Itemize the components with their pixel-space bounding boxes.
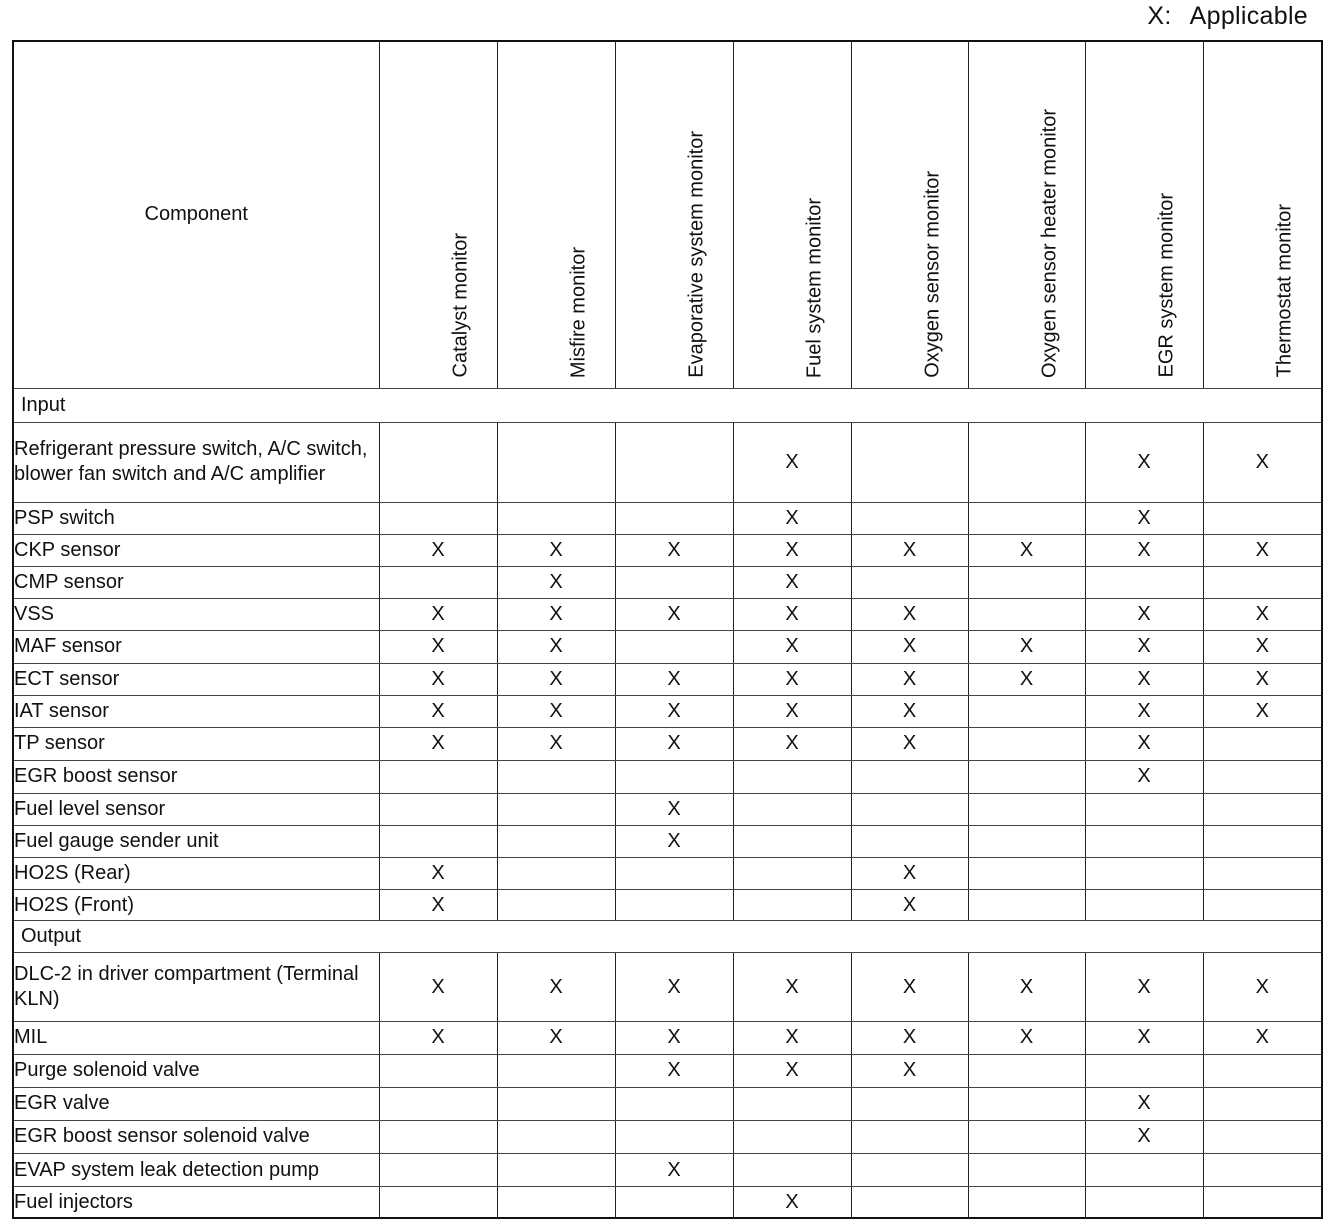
applicable-mark	[615, 1120, 733, 1153]
applicable-mark: X	[968, 1021, 1085, 1054]
applicable-mark: X	[615, 793, 733, 825]
applicable-mark	[851, 503, 968, 535]
applicable-mark: X	[497, 567, 615, 599]
applicable-mark	[497, 858, 615, 890]
applicable-mark	[1085, 1154, 1203, 1187]
applicable-mark	[497, 1187, 615, 1218]
monitor-header	[968, 41, 1085, 388]
monitor-header	[733, 41, 851, 388]
applicable-mark: X	[379, 1021, 497, 1054]
applicable-mark: X	[851, 599, 968, 631]
table-row	[13, 503, 1322, 535]
applicable-mark	[497, 1154, 615, 1187]
applicable-mark: X	[968, 631, 1085, 663]
applicable-mark	[733, 1120, 851, 1153]
component-name: Fuel injectors	[13, 1187, 379, 1218]
applicable-mark: X	[497, 695, 615, 727]
applicable-mark: X	[615, 535, 733, 567]
monitor-header-label: Thermostat monitor	[1273, 204, 1296, 378]
applicable-mark	[968, 1120, 1085, 1153]
component-name: EGR boost sensor solenoid valve	[13, 1120, 379, 1153]
applicable-mark: X	[733, 727, 851, 760]
section-title: Input	[13, 388, 1322, 422]
legend-symbol: X:	[1147, 2, 1172, 30]
applicable-mark	[1203, 567, 1322, 599]
table-row	[13, 1120, 1322, 1153]
component-name: MAF sensor	[13, 631, 379, 663]
applicable-mark: X	[733, 535, 851, 567]
component-name: EGR valve	[13, 1087, 379, 1120]
applicable-mark	[497, 1054, 615, 1087]
monitor-header	[497, 41, 615, 388]
applicable-mark	[379, 1187, 497, 1218]
applicable-mark: X	[1203, 953, 1322, 1021]
applicable-mark: X	[1085, 503, 1203, 535]
applicable-mark	[733, 890, 851, 921]
component-name: CKP sensor	[13, 535, 379, 567]
applicable-mark	[379, 422, 497, 502]
applicable-mark: X	[851, 1021, 968, 1054]
applicable-mark: X	[379, 599, 497, 631]
applicable-mark	[615, 422, 733, 502]
applicable-mark: X	[968, 953, 1085, 1021]
applicable-mark	[379, 503, 497, 535]
applicable-mark: X	[1085, 631, 1203, 663]
applicable-mark: X	[379, 663, 497, 695]
monitor-header-label: Evaporative system monitor	[685, 130, 708, 378]
applicable-mark	[851, 793, 968, 825]
component-name: HO2S (Front)	[13, 890, 379, 921]
applicable-mark: X	[1203, 663, 1322, 695]
monitor-header	[379, 41, 497, 388]
applicable-mark	[615, 503, 733, 535]
applicable-mark	[497, 503, 615, 535]
applicable-mark: X	[1085, 760, 1203, 793]
applicable-mark: X	[1085, 422, 1203, 502]
applicable-mark: X	[1203, 631, 1322, 663]
applicable-mark: X	[1085, 535, 1203, 567]
applicable-mark	[615, 631, 733, 663]
applicable-mark: X	[615, 1021, 733, 1054]
applicable-mark	[379, 1154, 497, 1187]
applicable-mark	[497, 1087, 615, 1120]
applicable-mark	[1203, 760, 1322, 793]
applicable-mark: X	[968, 535, 1085, 567]
applicable-mark	[379, 567, 497, 599]
component-name: VSS	[13, 599, 379, 631]
component-name: ECT sensor	[13, 663, 379, 695]
table-row	[13, 599, 1322, 631]
applicable-mark: X	[379, 631, 497, 663]
applicable-mark: X	[733, 663, 851, 695]
applicable-mark: X	[733, 567, 851, 599]
applicable-mark: X	[1085, 695, 1203, 727]
applicable-mark: X	[1085, 953, 1203, 1021]
component-name: Refrigerant pressure switch, A/C switch, blower fan switch and A/C amplifier	[13, 422, 379, 502]
table-row	[13, 695, 1322, 727]
table-row	[13, 567, 1322, 599]
applicable-mark: X	[851, 953, 968, 1021]
applicable-mark	[1085, 826, 1203, 858]
applicable-mark	[968, 1187, 1085, 1218]
applicable-mark	[968, 1087, 1085, 1120]
applicable-mark: X	[851, 631, 968, 663]
table-row	[13, 793, 1322, 825]
applicable-mark	[1203, 727, 1322, 760]
section-title: Output	[13, 921, 1322, 953]
applicable-mark: X	[379, 535, 497, 567]
applicable-mark: X	[1203, 695, 1322, 727]
applicable-mark: X	[1085, 599, 1203, 631]
applicable-mark: X	[615, 826, 733, 858]
applicable-mark	[733, 793, 851, 825]
applicable-mark: X	[497, 599, 615, 631]
component-header: Component	[13, 41, 379, 388]
applicable-mark: X	[733, 631, 851, 663]
applicable-mark: X	[851, 727, 968, 760]
component-name: HO2S (Rear)	[13, 858, 379, 890]
applicable-mark	[379, 1054, 497, 1087]
applicable-mark	[968, 826, 1085, 858]
applicable-mark	[968, 695, 1085, 727]
applicable-mark	[1203, 1120, 1322, 1153]
component-name: Fuel level sensor	[13, 793, 379, 825]
table-row	[13, 631, 1322, 663]
applicable-mark: X	[733, 953, 851, 1021]
section-row-input	[13, 388, 1322, 422]
table-row	[13, 663, 1322, 695]
component-name: EGR boost sensor	[13, 760, 379, 793]
monitor-header	[1085, 41, 1203, 388]
applicable-mark: X	[1085, 727, 1203, 760]
applicable-mark: X	[1203, 422, 1322, 502]
applicable-mark	[497, 1120, 615, 1153]
applicable-mark	[968, 793, 1085, 825]
table-row	[13, 760, 1322, 793]
applicable-mark: X	[615, 695, 733, 727]
applicable-mark: X	[615, 1154, 733, 1187]
applicable-mark	[851, 422, 968, 502]
applicable-mark	[615, 760, 733, 793]
applicable-mark: X	[497, 631, 615, 663]
applicable-mark	[733, 858, 851, 890]
table-row	[13, 826, 1322, 858]
applicable-mark: X	[379, 890, 497, 921]
monitor-header-label: Oxygen sensor heater monitor	[1038, 108, 1060, 378]
applicable-mark: X	[851, 890, 968, 921]
applicable-mark	[1203, 826, 1322, 858]
applicable-mark	[615, 1087, 733, 1120]
applicable-mark: X	[615, 599, 733, 631]
applicable-mark	[851, 826, 968, 858]
applicable-mark	[968, 890, 1085, 921]
applicable-mark: X	[497, 535, 615, 567]
legend	[1147, 2, 1308, 31]
applicable-mark: X	[615, 727, 733, 760]
table-row	[13, 1187, 1322, 1218]
applicable-mark	[1203, 1154, 1322, 1187]
monitor-header	[851, 41, 968, 388]
applicable-mark	[1203, 1054, 1322, 1087]
applicable-mark	[379, 760, 497, 793]
applicable-mark: X	[497, 1021, 615, 1054]
applicable-mark: X	[497, 953, 615, 1021]
applicable-mark	[851, 1187, 968, 1218]
applicable-mark	[1085, 793, 1203, 825]
applicable-mark	[733, 1087, 851, 1120]
monitor-header	[1203, 41, 1322, 388]
table-row	[13, 858, 1322, 890]
component-name: MIL	[13, 1021, 379, 1054]
applicable-mark	[968, 503, 1085, 535]
component-name: IAT sensor	[13, 695, 379, 727]
applicable-mark: X	[379, 695, 497, 727]
applicable-mark: X	[1085, 1021, 1203, 1054]
applicable-mark: X	[1085, 663, 1203, 695]
header-row	[13, 41, 1322, 388]
applicable-mark: X	[1203, 535, 1322, 567]
applicable-mark: X	[1203, 1021, 1322, 1054]
component-name: PSP switch	[13, 503, 379, 535]
applicable-mark	[1203, 890, 1322, 921]
applicable-mark	[851, 1087, 968, 1120]
applicable-mark	[379, 1120, 497, 1153]
table-row	[13, 1087, 1322, 1120]
table-row	[13, 953, 1322, 1021]
applicable-mark	[1203, 858, 1322, 890]
table-row	[13, 535, 1322, 567]
applicable-mark	[615, 567, 733, 599]
applicable-mark	[497, 890, 615, 921]
applicable-mark: X	[1203, 599, 1322, 631]
component-name: CMP sensor	[13, 567, 379, 599]
applicable-mark: X	[615, 663, 733, 695]
applicable-mark	[615, 858, 733, 890]
applicable-mark	[1085, 890, 1203, 921]
applicable-mark	[851, 1120, 968, 1153]
section-row-output	[13, 921, 1322, 953]
component-name: TP sensor	[13, 727, 379, 760]
applicable-mark: X	[497, 727, 615, 760]
applicable-mark: X	[851, 535, 968, 567]
monitor-header-label: Catalyst monitor	[449, 233, 472, 378]
applicable-mark: X	[968, 663, 1085, 695]
applicable-mark	[851, 760, 968, 793]
applicable-mark: X	[733, 503, 851, 535]
monitor-header-label: Oxygen sensor monitor	[921, 170, 943, 378]
table-row	[13, 1154, 1322, 1187]
applicable-mark: X	[733, 1021, 851, 1054]
applicable-mark: X	[379, 858, 497, 890]
applicable-mark	[497, 793, 615, 825]
applicable-mark	[968, 1154, 1085, 1187]
legend-text: Applicable	[1189, 2, 1308, 30]
monitor-component-table	[12, 40, 1323, 1219]
component-name: Purge solenoid valve	[13, 1054, 379, 1087]
applicable-mark	[1085, 858, 1203, 890]
table-row	[13, 727, 1322, 760]
table-row	[13, 890, 1322, 921]
applicable-mark: X	[497, 663, 615, 695]
applicable-mark	[968, 727, 1085, 760]
applicable-mark	[1203, 1187, 1322, 1218]
component-name: Fuel gauge sender unit	[13, 826, 379, 858]
table-row	[13, 422, 1322, 502]
applicable-mark: X	[851, 858, 968, 890]
applicable-mark	[733, 760, 851, 793]
applicable-mark	[1085, 1054, 1203, 1087]
applicable-mark	[379, 793, 497, 825]
applicable-mark	[379, 826, 497, 858]
applicable-mark	[968, 1054, 1085, 1087]
applicable-mark	[968, 858, 1085, 890]
table-row	[13, 1021, 1322, 1054]
applicable-mark: X	[1085, 1087, 1203, 1120]
applicable-mark	[968, 599, 1085, 631]
monitor-header-label: Fuel system monitor	[803, 197, 826, 378]
table-row	[13, 1054, 1322, 1087]
applicable-mark: X	[733, 695, 851, 727]
applicable-mark	[1203, 793, 1322, 825]
applicable-mark: X	[1085, 1120, 1203, 1153]
applicable-mark: X	[733, 1054, 851, 1087]
component-name: EVAP system leak detection pump	[13, 1154, 379, 1187]
applicable-mark	[1203, 503, 1322, 535]
applicable-mark	[733, 1154, 851, 1187]
applicable-mark	[851, 567, 968, 599]
monitor-header-label: Misfire monitor	[567, 246, 590, 378]
applicable-mark: X	[851, 1054, 968, 1087]
applicable-mark	[379, 1087, 497, 1120]
applicable-mark: X	[379, 727, 497, 760]
applicable-mark	[968, 760, 1085, 793]
monitor-header-label: EGR system monitor	[1155, 193, 1178, 378]
applicable-mark	[1203, 1087, 1322, 1120]
applicable-mark: X	[733, 599, 851, 631]
component-name: DLC-2 in driver compartment (Terminal KLN)	[13, 953, 379, 1021]
applicable-mark	[1085, 567, 1203, 599]
applicable-mark	[1085, 1187, 1203, 1218]
applicable-mark: X	[733, 422, 851, 502]
applicable-mark	[615, 1187, 733, 1218]
applicable-mark	[497, 826, 615, 858]
applicable-mark	[968, 567, 1085, 599]
applicable-mark	[851, 1154, 968, 1187]
applicable-mark	[733, 826, 851, 858]
applicable-mark: X	[733, 1187, 851, 1218]
applicable-mark	[968, 422, 1085, 502]
applicable-mark: X	[379, 953, 497, 1021]
applicable-mark	[615, 890, 733, 921]
applicable-mark: X	[615, 953, 733, 1021]
applicable-mark: X	[851, 663, 968, 695]
applicable-mark	[497, 422, 615, 502]
monitor-header	[615, 41, 733, 388]
applicable-mark: X	[615, 1054, 733, 1087]
applicable-mark	[497, 760, 615, 793]
applicable-mark: X	[851, 695, 968, 727]
